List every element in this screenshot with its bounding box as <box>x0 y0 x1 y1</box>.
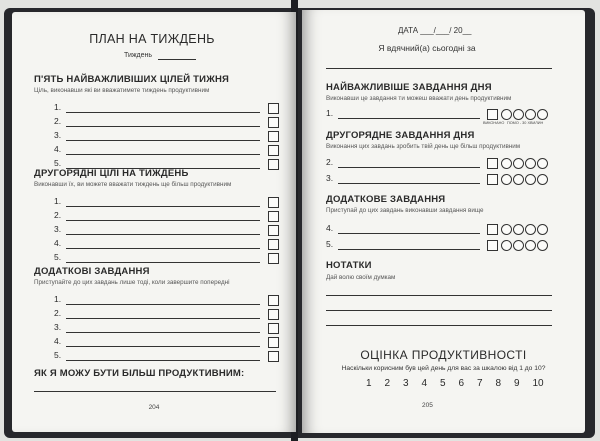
section-hint: Виконавши це завдання ти можеш вважати день продуктивним <box>326 95 512 102</box>
section-heading: ДРУГОРЯДНІ ЦІЛІ НА ТИЖДЕНЬ <box>34 168 189 179</box>
done-checkbox[interactable] <box>487 158 498 169</box>
checkbox[interactable] <box>268 145 279 156</box>
improvement-question: ЯК Я МОЖУ БУТИ БІЛЬШ ПРОДУКТИВНИМ: <box>34 368 245 379</box>
section-heading: ДОДАТКОВЕ ЗАВДАННЯ <box>326 194 446 205</box>
write-line[interactable] <box>66 248 260 249</box>
checkbox[interactable] <box>268 211 279 222</box>
section-heading: ДОДАТКОВІ ЗАВДАННЯ <box>34 266 150 277</box>
score-question: Наскільки корисним був цей день для вас за шкалою від 1 до 10? <box>341 365 546 372</box>
write-line[interactable] <box>34 391 276 392</box>
pomodoro-circle[interactable] <box>501 224 512 235</box>
pomodoro-circle[interactable] <box>537 240 548 251</box>
done-checkbox[interactable] <box>487 240 498 251</box>
list-number: 3. <box>54 224 62 234</box>
write-line[interactable] <box>338 249 480 250</box>
checkbox[interactable] <box>268 197 279 208</box>
checkbox[interactable] <box>268 337 279 348</box>
list-number: 1. <box>54 294 62 304</box>
write-line[interactable] <box>66 346 260 347</box>
done-checkbox[interactable] <box>487 174 498 185</box>
section-heading: ДРУГОРЯДНЕ ЗАВДАННЯ ДНЯ <box>326 130 475 141</box>
write-line[interactable] <box>66 318 260 319</box>
write-line[interactable] <box>66 360 260 361</box>
week-label: Тиждень <box>124 52 153 59</box>
done-checkbox[interactable] <box>487 109 498 120</box>
write-line[interactable] <box>66 206 260 207</box>
score-option[interactable]: 4 <box>421 378 428 389</box>
list-number: 2. <box>54 210 62 220</box>
pomodoro-circle[interactable] <box>513 240 524 251</box>
done-checkbox[interactable] <box>487 224 498 235</box>
list-number: 2. <box>54 116 62 126</box>
score-option[interactable]: 1 <box>366 378 372 389</box>
right-page <box>302 10 585 433</box>
left-page <box>12 12 296 432</box>
score-option[interactable]: 5 <box>440 378 446 389</box>
score-option[interactable]: 7 <box>477 378 483 389</box>
write-line[interactable] <box>66 332 260 333</box>
notes-line[interactable] <box>326 310 552 311</box>
pomodoro-circle[interactable] <box>513 174 524 185</box>
score-option[interactable]: 6 <box>458 378 465 389</box>
list-number: 2. <box>326 157 334 167</box>
pomodoro-circle[interactable] <box>525 174 536 185</box>
list-number: 3. <box>54 130 62 140</box>
checkbox[interactable] <box>268 117 279 128</box>
page-title: ПЛАН НА ТИЖДЕНЬ <box>89 32 215 46</box>
pomodoro-circle[interactable] <box>525 109 536 120</box>
list-number: 2. <box>54 308 62 318</box>
pomodoro-circle[interactable] <box>537 174 548 185</box>
section-hint: Приступай до цих завдань виконавши завдання вище <box>326 207 484 214</box>
pomodoro-circle[interactable] <box>501 158 512 169</box>
date-label: ДАТА ___/___/ 20__ <box>398 26 472 35</box>
pomodoro-circle[interactable] <box>537 158 548 169</box>
list-number: 3. <box>326 173 334 183</box>
pomodoro-circle[interactable] <box>525 224 536 235</box>
write-line[interactable] <box>326 68 552 69</box>
pomodoro-circle[interactable] <box>501 174 512 185</box>
list-number: 1. <box>54 196 62 206</box>
score-option[interactable]: 9 <box>514 378 520 389</box>
list-number: 4. <box>326 223 334 233</box>
pomodoro-circle[interactable] <box>501 109 512 120</box>
pomodoro-circle[interactable] <box>537 109 548 120</box>
notes-line[interactable] <box>326 325 552 326</box>
section-heading: П'ЯТЬ НАЙВАЖЛИВІШИХ ЦІЛЕЙ ТИЖНЯ <box>34 74 230 85</box>
pomodoro-circle[interactable] <box>513 224 524 235</box>
score-option[interactable]: 2 <box>384 378 391 389</box>
write-line[interactable] <box>66 112 260 113</box>
list-number: 5. <box>54 350 62 360</box>
checkbox[interactable] <box>268 295 279 306</box>
score-title: ОЦІНКА ПРОДУКТИВНОСТІ <box>360 348 527 362</box>
write-line[interactable] <box>66 126 260 127</box>
checkbox[interactable] <box>268 309 279 320</box>
write-line[interactable] <box>66 304 260 305</box>
checkbox[interactable] <box>268 323 279 334</box>
write-line[interactable] <box>66 234 260 235</box>
list-number: 5. <box>54 158 62 168</box>
list-number: 1. <box>326 108 334 118</box>
checkbox[interactable] <box>268 225 279 236</box>
pomodoro-circle[interactable] <box>525 240 536 251</box>
pomodoro-label: ПОМО - 30 ХВИЛИН <box>507 121 544 125</box>
notes-heading: НОТАТКИ <box>326 260 372 271</box>
notes-hint: Дай волю своїм думкам <box>326 274 396 281</box>
list-number: 4. <box>54 144 62 154</box>
checkbox[interactable] <box>268 351 279 362</box>
gratitude-label: Я вдячний(а) сьогодні за <box>378 43 476 53</box>
list-number: 5. <box>54 252 62 262</box>
section-heading: НАЙВАЖЛИВІШЕ ЗАВДАННЯ ДНЯ <box>326 82 492 93</box>
notes-line[interactable] <box>326 295 552 296</box>
write-line[interactable] <box>338 183 480 184</box>
checkbox[interactable] <box>268 103 279 114</box>
pomodoro-circle[interactable] <box>501 240 512 251</box>
score-option[interactable]: 10 <box>532 378 544 389</box>
list-number: 4. <box>54 238 62 248</box>
pomodoro-circle[interactable] <box>513 158 524 169</box>
checkbox[interactable] <box>268 159 279 170</box>
pomodoro-circle[interactable] <box>537 224 548 235</box>
write-line[interactable] <box>66 220 260 221</box>
checkbox[interactable] <box>268 239 279 250</box>
checkbox[interactable] <box>268 253 279 264</box>
score-option[interactable]: 8 <box>495 378 502 389</box>
page-number: 205 <box>422 402 433 409</box>
section-hint: Ціль, виконавши які ви вважатимете тиждень продуктивним <box>34 87 210 94</box>
list-number: 1. <box>54 102 62 112</box>
section-hint: Приступайте до цих завдань лише тоді, коли завершите попередні <box>34 279 230 286</box>
write-line[interactable] <box>66 154 260 155</box>
write-line[interactable] <box>66 140 260 141</box>
score-option[interactable]: 3 <box>403 378 409 389</box>
pomodoro-circle[interactable] <box>525 158 536 169</box>
write-line[interactable] <box>338 167 480 168</box>
section-hint: Виконання цих завдань зробить твій день ще більш продуктивним <box>326 143 521 150</box>
list-number: 3. <box>54 322 62 332</box>
list-number: 4. <box>54 336 62 346</box>
pomodoro-circle[interactable] <box>513 109 524 120</box>
section-hint: Виконавши їх, ви можете вважати тиждень ще більш продуктивним <box>34 181 232 188</box>
checkbox[interactable] <box>268 131 279 142</box>
done-label: ВИКОНАНО <box>483 121 505 125</box>
write-line[interactable] <box>338 118 480 119</box>
week-line[interactable] <box>158 59 196 60</box>
write-line[interactable] <box>338 233 480 234</box>
list-number: 5. <box>326 239 334 249</box>
page-number: 204 <box>148 404 160 411</box>
write-line[interactable] <box>66 262 260 263</box>
